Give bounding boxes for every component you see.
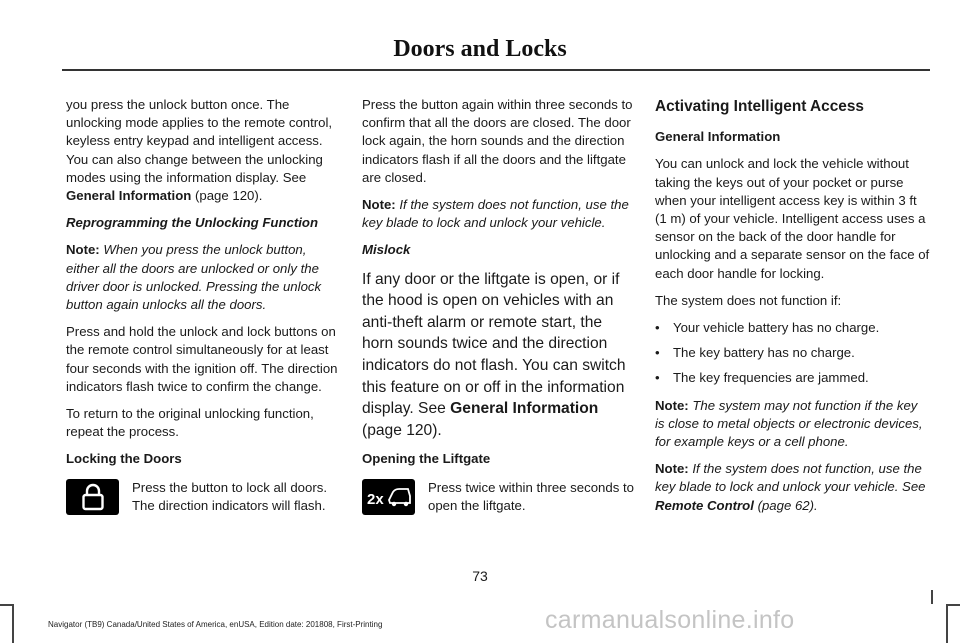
heading-opening-liftgate: Opening the Liftgate xyxy=(362,451,491,467)
edition-info: Navigator (TB9) Canada/United States of America, enUSA, Edition date: 201808, First-Printing xyxy=(48,620,383,629)
subheading-general-information: General Information xyxy=(655,129,781,145)
liftgate-instruction xyxy=(362,479,634,515)
list-item: • The key frequencies are jammed. xyxy=(655,370,869,386)
heading-reprogramming: Reprogramming the Unlocking Function xyxy=(66,215,319,231)
page-number: 73 xyxy=(472,568,488,584)
crop-mark xyxy=(946,604,960,606)
liftgate-icon-label: 2x xyxy=(366,490,384,508)
watermark: carmanualsonline.info xyxy=(545,606,795,634)
note-remote-control: Note: If the system does not function, use the key blade to lock and unlock your vehicle. See Remote Control (page 62). xyxy=(655,461,926,513)
lock-text: Press the button to lock all doors. The direction indicators will flash. xyxy=(132,479,327,513)
link-general-information[interactable]: General Information xyxy=(66,188,192,204)
paragraph-unlock-mode: you press the unlock button once. The unlocking mode applies to the remote control, keyless entry keypad and intelligent access. You can also change between the unlocking modes using the information display. See General Information (page 120). xyxy=(66,97,333,204)
liftgate-icon xyxy=(362,479,415,515)
column-1 xyxy=(66,96,338,515)
crop-mark xyxy=(931,590,933,604)
link-general-information-2[interactable]: General Information xyxy=(450,400,599,418)
link-remote-control[interactable]: Remote Control xyxy=(655,497,754,513)
paragraph-not-function: The system does not function if: xyxy=(655,292,842,308)
crop-mark xyxy=(946,604,948,643)
heading-intelligent-access: Activating Intelligent Access xyxy=(655,98,864,115)
header-divider xyxy=(62,69,930,71)
crop-mark xyxy=(12,604,14,643)
list-item: • The key battery has no charge. xyxy=(655,345,855,361)
heading-mislock: Mislock xyxy=(362,242,411,258)
lock-instruction xyxy=(66,479,338,515)
paragraph-return: To return to the original unlocking function, repeat the process. xyxy=(66,406,314,440)
paragraph-confirm-closed: Press the button again within three seconds to confirm that all the doors are closed. The door lock again, the horn sounds and the direction indicators flash if all the doors and the liftgate are closed. xyxy=(362,97,633,185)
crop-mark xyxy=(0,604,14,606)
column-2 xyxy=(362,96,634,515)
paragraph-press-hold: Press and hold the unlock and lock buttons on the remote control simultaneously for at least four seconds with the ignition off. The direction indicators flash twice to confirm the change. xyxy=(66,324,338,394)
paragraph-intelligent-access: You can unlock and lock the vehicle without taking the keys out of your pocket or purse when your intelligent access key is within 3 ft (1 m) of your vehicle. Intelligent access uses a sensor on the back of the door handle for unlocking and a separate sensor on the face of each door handle for locking. xyxy=(655,156,930,281)
note-unlock: Note: When you press the unlock button, either all the doors are unlocked or only the driver door is unlocked. Pressing the unlock button again unlocks all the doors. xyxy=(66,242,322,313)
paragraph-mislock: If any door or the liftgate is open, or if the hood is open on vehicles with an anti-theft alarm or remote start, the horn sounds twice and the direction indicators do not flash. You can switch this feature on or off in the information display. See General Information (page 120). xyxy=(362,270,626,439)
page-title: Doors and Locks xyxy=(393,36,567,62)
heading-locking-doors: Locking the Doors xyxy=(66,451,182,467)
note-key-blade: Note: If the system does not function, use the key blade to lock and unlock your vehicle. xyxy=(362,197,629,231)
liftgate-text: Press twice within three seconds to open the liftgate. xyxy=(428,479,634,513)
note-metal-objects: Note: The system may not function if the key is close to metal objects or electronic devices, for example keys or a cell phone. xyxy=(655,397,923,450)
column-3 xyxy=(655,96,930,524)
list-item: • Your vehicle battery has no charge. xyxy=(655,320,880,336)
lock-icon xyxy=(66,479,119,515)
